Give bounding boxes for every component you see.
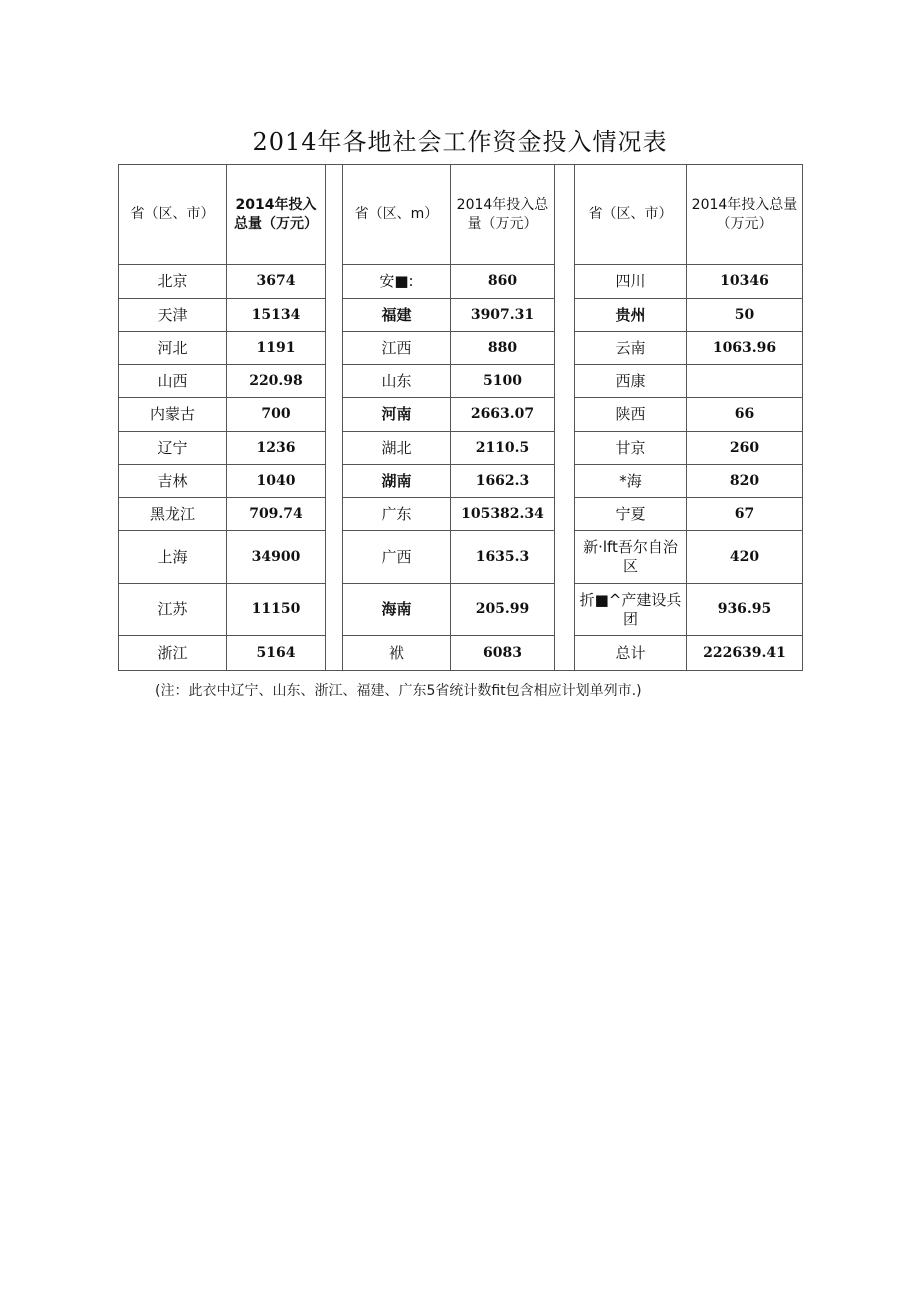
province-cell: 安■:	[343, 265, 451, 299]
header-row	[119, 165, 803, 265]
amount-cell: 10346	[687, 265, 803, 299]
amount-cell: 1635.3	[451, 531, 555, 584]
amount-cell: 5164	[227, 636, 326, 671]
amount-cell: 1063.96	[687, 332, 803, 365]
total-label-cell: 总计	[575, 636, 687, 671]
table-row	[119, 636, 803, 671]
province-cell: 四川	[575, 265, 687, 299]
province-cell: 辽宁	[119, 432, 227, 465]
column-gap	[326, 165, 343, 671]
table-row	[119, 332, 803, 365]
column-gap	[555, 165, 575, 671]
amount-cell: 6083	[451, 636, 555, 671]
province-cell: 河南	[343, 398, 451, 432]
amount-cell: 50	[687, 299, 803, 332]
table-row	[119, 299, 803, 332]
amount-cell: 15134	[227, 299, 326, 332]
amount-cell: 11150	[227, 584, 326, 636]
province-cell: 吉林	[119, 465, 227, 498]
table-row	[119, 398, 803, 432]
amount-cell: 205.99	[451, 584, 555, 636]
province-cell: 陕西	[575, 398, 687, 432]
page-title: 2014年各地社会工作资金投入情况表	[252, 128, 668, 156]
amount-cell: 860	[451, 265, 555, 299]
table-row	[119, 265, 803, 299]
province-cell: 折■^产建设兵团	[575, 584, 687, 636]
province-cell: 浙江	[119, 636, 227, 671]
col3-province-header: 省（区、市）	[575, 165, 687, 265]
amount-cell: 220.98	[227, 365, 326, 398]
table-row	[119, 465, 803, 498]
amount-cell: 936.95	[687, 584, 803, 636]
col2-province-header: 省（区、m）	[343, 165, 451, 265]
amount-cell: 260	[687, 432, 803, 465]
amount-cell: 2663.07	[451, 398, 555, 432]
table-row	[119, 531, 803, 584]
amount-cell: 5100	[451, 365, 555, 398]
amount-cell: 709.74	[227, 498, 326, 531]
province-cell: 海南	[343, 584, 451, 636]
province-cell: 湖北	[343, 432, 451, 465]
province-cell: 湖南	[343, 465, 451, 498]
province-cell: 河北	[119, 332, 227, 365]
province-cell: 江西	[343, 332, 451, 365]
province-cell: 袱	[343, 636, 451, 671]
province-cell: 天津	[119, 299, 227, 332]
table-row	[119, 432, 803, 465]
col2-amount-header: 2014年投入总量（万元）	[451, 165, 555, 265]
amount-cell: 34900	[227, 531, 326, 584]
amount-cell: 1236	[227, 432, 326, 465]
amount-cell: 2110.5	[451, 432, 555, 465]
amount-cell: 1662.3	[451, 465, 555, 498]
province-cell: 内蒙古	[119, 398, 227, 432]
province-cell: 西康	[575, 365, 687, 398]
amount-cell: 700	[227, 398, 326, 432]
province-cell: 黑龙江	[119, 498, 227, 531]
amount-cell: 1191	[227, 332, 326, 365]
province-cell: *海	[575, 465, 687, 498]
province-cell: 江苏	[119, 584, 227, 636]
amount-cell: 1040	[227, 465, 326, 498]
table-row	[119, 365, 803, 398]
province-cell: 贵州	[575, 299, 687, 332]
col1-amount-header: 2014年投入总量（万元）	[227, 165, 326, 265]
amount-cell: 67	[687, 498, 803, 531]
province-cell: 福建	[343, 299, 451, 332]
province-cell: 广东	[343, 498, 451, 531]
province-cell: 山东	[343, 365, 451, 398]
col1-province-header: 省（区、市）	[119, 165, 227, 265]
amount-cell	[687, 365, 803, 398]
province-cell: 甘京	[575, 432, 687, 465]
table-note: (注：此衣中辽宁、山东、浙江、福建、广东5省统计数fit包含相应计划单列市.)	[155, 683, 642, 699]
table-row	[119, 498, 803, 531]
province-cell: 云南	[575, 332, 687, 365]
amount-cell: 105382.34	[451, 498, 555, 531]
amount-cell: 3674	[227, 265, 326, 299]
total-amount-cell: 222639.41	[687, 636, 803, 671]
col3-amount-header: 2014年投入总量（万元）	[687, 165, 803, 265]
amount-cell: 880	[451, 332, 555, 365]
table-row	[119, 584, 803, 636]
province-cell: 北京	[119, 265, 227, 299]
amount-cell: 420	[687, 531, 803, 584]
province-cell: 宁夏	[575, 498, 687, 531]
province-cell: 广西	[343, 531, 451, 584]
province-cell: 上海	[119, 531, 227, 584]
province-cell: 新·lft吾尔自治区	[575, 531, 687, 584]
funding-table	[118, 164, 803, 671]
amount-cell: 3907.31	[451, 299, 555, 332]
amount-cell: 820	[687, 465, 803, 498]
amount-cell: 66	[687, 398, 803, 432]
province-cell: 山西	[119, 365, 227, 398]
